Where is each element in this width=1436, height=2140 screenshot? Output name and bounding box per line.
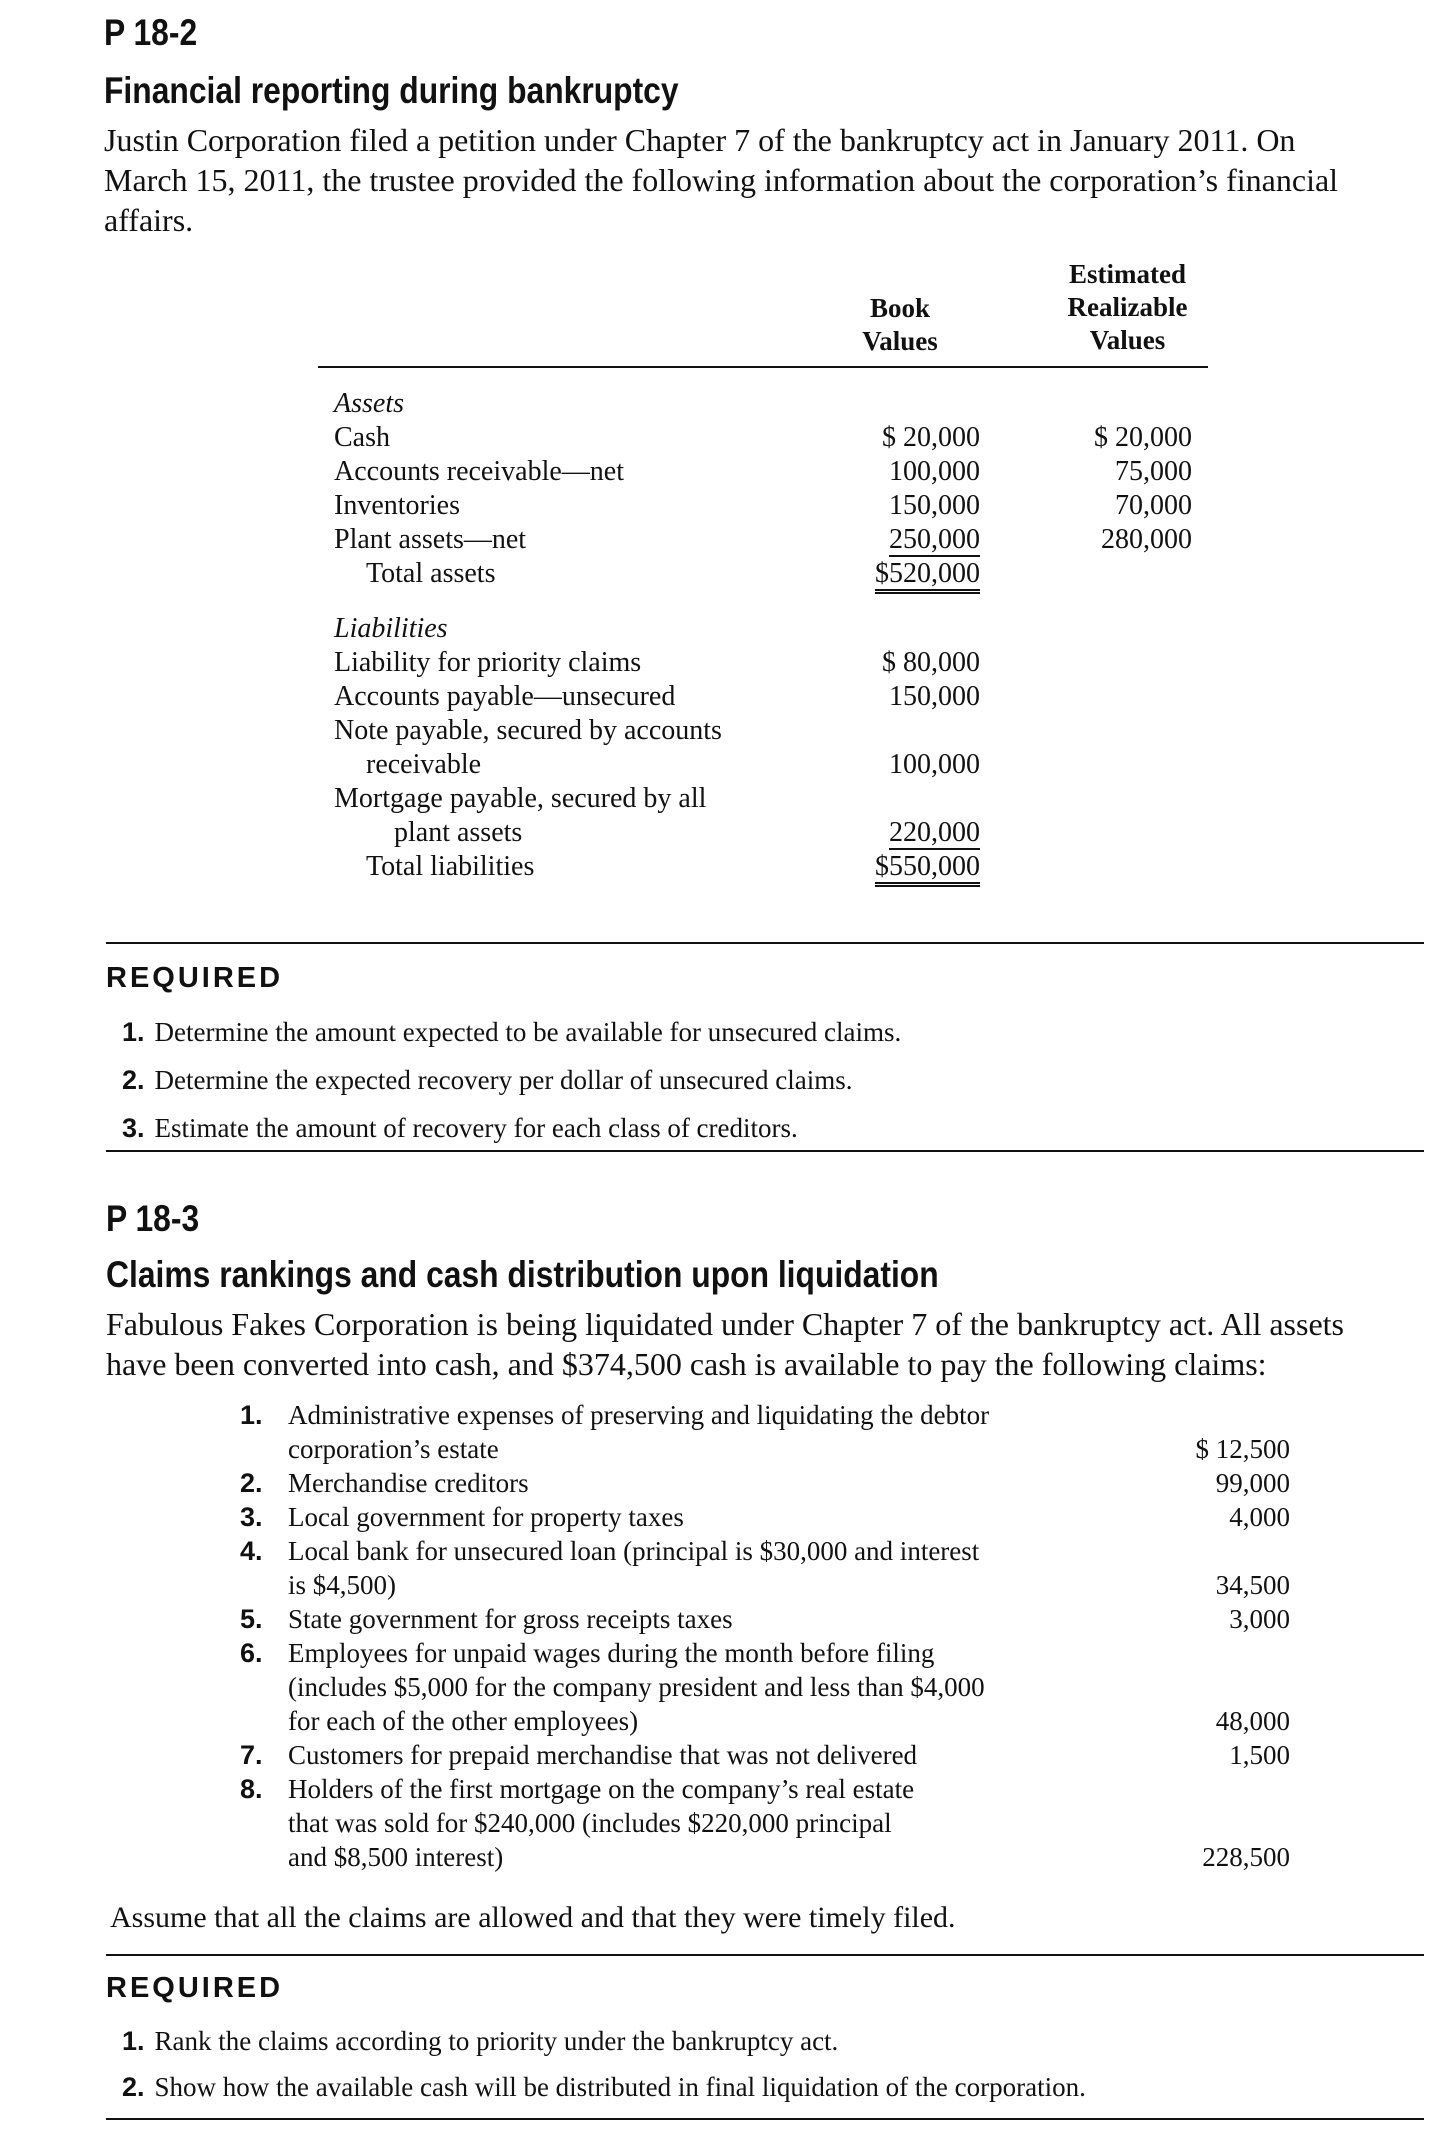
intro-line: Justin Corporation filed a petition under Chapter 7 of the bankruptcy act in January 2011. On <box>104 122 1296 158</box>
claim-item <box>240 1602 1290 1636</box>
header-line: Book <box>869 293 931 323</box>
claim-text: Merchandise creditors <box>288 1468 529 1498</box>
required-list <box>122 2018 1086 2110</box>
claim-line: that was sold for $240,000 (includes $220,000 principal <box>288 1808 892 1838</box>
required-item <box>122 1008 901 1056</box>
empty-cell <box>840 714 980 748</box>
total-liabilities-book-value: $550,000 <box>875 851 980 887</box>
claim-number: 7. <box>240 1740 263 1770</box>
assets-heading: Assets <box>334 388 404 419</box>
required-top-rule <box>106 942 1424 944</box>
claim-item <box>240 1636 1290 1738</box>
problem-intro <box>106 1304 1426 1384</box>
total-assets-book <box>840 557 980 591</box>
assets-book-values <box>840 421 980 591</box>
header-line: Realizable <box>1067 292 1188 322</box>
asset-label: Inventories <box>334 490 460 521</box>
problem-number: P 18-3 <box>106 1198 200 1239</box>
claim-amount: 48,000 <box>1215 1706 1290 1736</box>
problem-intro <box>104 120 1424 240</box>
claim-number: 4. <box>240 1536 263 1566</box>
asset-estimated-value: 70,000 <box>1115 490 1192 521</box>
item-text: Estimate the amount of recovery for each class of creditors. <box>154 1113 798 1143</box>
claim-text: Local government for property taxes <box>288 1502 684 1532</box>
intro-line: have been converted into cash, and $374,500 cash is available to pay the following claims: <box>106 1346 1267 1382</box>
column-header-book-values <box>830 292 970 358</box>
asset-book-value: $ 20,000 <box>882 422 980 453</box>
claim-text <box>288 1636 1108 1738</box>
claim-item <box>240 1772 1290 1874</box>
asset-label: Accounts receivable—net <box>334 456 624 487</box>
claim-text: State government for gross receipts taxes <box>288 1604 733 1634</box>
table-header-rule <box>318 366 1208 368</box>
claim-text <box>288 1534 1108 1602</box>
asset-book-value-underlined: 250,000 <box>889 524 980 555</box>
claim-item <box>240 1534 1290 1602</box>
claim-amount: $ 12,500 <box>1195 1434 1290 1464</box>
claim-number: 5. <box>240 1604 263 1634</box>
required-heading: REQUIRED <box>106 962 284 994</box>
claim-amount: 99,000 <box>1215 1468 1290 1498</box>
claim-text <box>288 1772 1108 1874</box>
liabilities-book-values <box>840 646 980 884</box>
mortgage-book-value-underlined: 220,000 <box>889 817 980 848</box>
claim-line: Local bank for unsecured loan (principal is $30,000 and interest <box>288 1536 980 1566</box>
claim-line: is $4,500) <box>288 1570 396 1600</box>
liability-label: Mortgage payable, secured by all <box>334 783 707 814</box>
item-text: Rank the claims according to priority under the bankruptcy act. <box>154 2026 839 2056</box>
claim-line: (includes $5,000 for the company president and less than $4,000 <box>288 1672 985 1702</box>
asset-estimated-value: 280,000 <box>1101 524 1192 555</box>
liability-book-value: $ 80,000 <box>882 647 980 678</box>
header-line: Values <box>862 326 938 356</box>
header-line: Values <box>1089 325 1166 355</box>
item-text: Determine the expected recovery per dollar of unsecured claims. <box>154 1065 853 1095</box>
item-number: 2. <box>122 1065 145 1095</box>
claim-amount: 1,500 <box>1229 1740 1290 1770</box>
asset-book-value <box>840 523 980 557</box>
required-item <box>122 2064 1086 2110</box>
problem-title: Financial reporting during bankruptcy <box>104 70 679 111</box>
item-text: Determine the amount expected to be available for unsecured claims. <box>154 1017 902 1047</box>
required-item <box>122 1056 901 1104</box>
liability-book-value: 150,000 <box>889 681 980 712</box>
assumption-note: Assume that all the claims are allowed and that they were timely filed. <box>110 1901 956 1934</box>
liability-label: Liability for priority claims <box>334 647 642 678</box>
claim-line: corporation’s estate <box>288 1434 499 1464</box>
total-liabilities-label: Total liabilities <box>366 851 535 882</box>
claim-number: 6. <box>240 1638 263 1668</box>
liability-label: Note payable, secured by accounts <box>334 715 722 746</box>
item-text: Show how the available cash will be distributed in final liquidation of the corporation. <box>154 2072 1086 2102</box>
claim-amount: 228,500 <box>1202 1842 1290 1872</box>
item-number: 3. <box>122 1113 145 1143</box>
required-item <box>122 2018 1086 2064</box>
claim-item <box>240 1398 1290 1466</box>
claim-number: 3. <box>240 1502 263 1532</box>
required-item <box>122 1104 901 1152</box>
required-bottom-rule <box>106 1150 1424 1152</box>
problem-title: Claims rankings and cash distribution upon liquidation <box>106 1254 939 1295</box>
claim-line: for each of the other employees) <box>288 1706 639 1736</box>
claim-amount: 3,000 <box>1229 1604 1290 1634</box>
claims-list <box>240 1398 1290 1874</box>
claim-item <box>240 1466 1290 1500</box>
liabilities-heading: Liabilities <box>334 613 448 644</box>
asset-book-value: 150,000 <box>889 490 980 521</box>
item-number: 2. <box>122 2072 145 2102</box>
claim-amount: 4,000 <box>1229 1502 1290 1532</box>
total-liabilities-book <box>840 850 980 884</box>
liabilities-labels <box>334 612 722 884</box>
claim-line: Holders of the first mortgage on the company’s real estate <box>288 1774 915 1804</box>
claim-line: and $8,500 interest) <box>288 1842 504 1872</box>
claim-number: 8. <box>240 1774 263 1804</box>
claim-number: 1. <box>240 1400 263 1430</box>
intro-line: Fabulous Fakes Corporation is being liquidated under Chapter 7 of the bankruptcy act. All assets <box>106 1306 1344 1342</box>
claim-text: Customers for prepaid merchandise that was not delivered <box>288 1740 918 1770</box>
assets-labels <box>334 421 624 591</box>
required-top-rule <box>106 1954 1424 1956</box>
intro-line: affairs. <box>104 202 194 238</box>
required-heading: REQUIRED <box>106 1972 284 2004</box>
item-number: 1. <box>122 1017 145 1047</box>
liability-label: Accounts payable—unsecured <box>334 681 676 712</box>
liability-book-value: 100,000 <box>889 749 980 780</box>
liability-label-continued: receivable <box>366 749 482 780</box>
asset-estimated-value: 75,000 <box>1115 456 1192 487</box>
claim-item <box>240 1500 1290 1534</box>
required-bottom-rule <box>106 2118 1424 2120</box>
asset-estimated-value: $ 20,000 <box>1094 422 1192 453</box>
assets-estimated-values <box>1040 421 1192 557</box>
asset-label: Plant assets—net <box>334 524 527 555</box>
liability-label-continued: plant assets <box>394 817 523 848</box>
intro-line: March 15, 2011, the trustee provided the following information about the corporation’s financial <box>104 162 1339 198</box>
liability-book-value <box>840 816 980 850</box>
total-assets-label: Total assets <box>366 558 496 589</box>
problem-number: P 18-2 <box>104 12 198 53</box>
empty-cell <box>840 782 980 816</box>
claim-line: Employees for unpaid wages during the month before filing <box>288 1638 935 1668</box>
required-list <box>122 1008 901 1152</box>
header-line: Estimated <box>1069 259 1186 289</box>
assets-section <box>334 387 1214 421</box>
claim-amount: 34,500 <box>1215 1570 1290 1600</box>
total-assets-book-value: $520,000 <box>875 558 980 594</box>
asset-book-value: 100,000 <box>889 456 980 487</box>
claim-item <box>240 1738 1290 1772</box>
column-header-estimated-realizable-values <box>1040 258 1215 357</box>
claim-line: Administrative expenses of preserving and liquidating the debtor <box>288 1400 990 1430</box>
claim-number: 2. <box>240 1468 263 1498</box>
asset-label: Cash <box>334 422 390 453</box>
item-number: 1. <box>122 2026 145 2056</box>
claim-text <box>288 1398 1108 1466</box>
